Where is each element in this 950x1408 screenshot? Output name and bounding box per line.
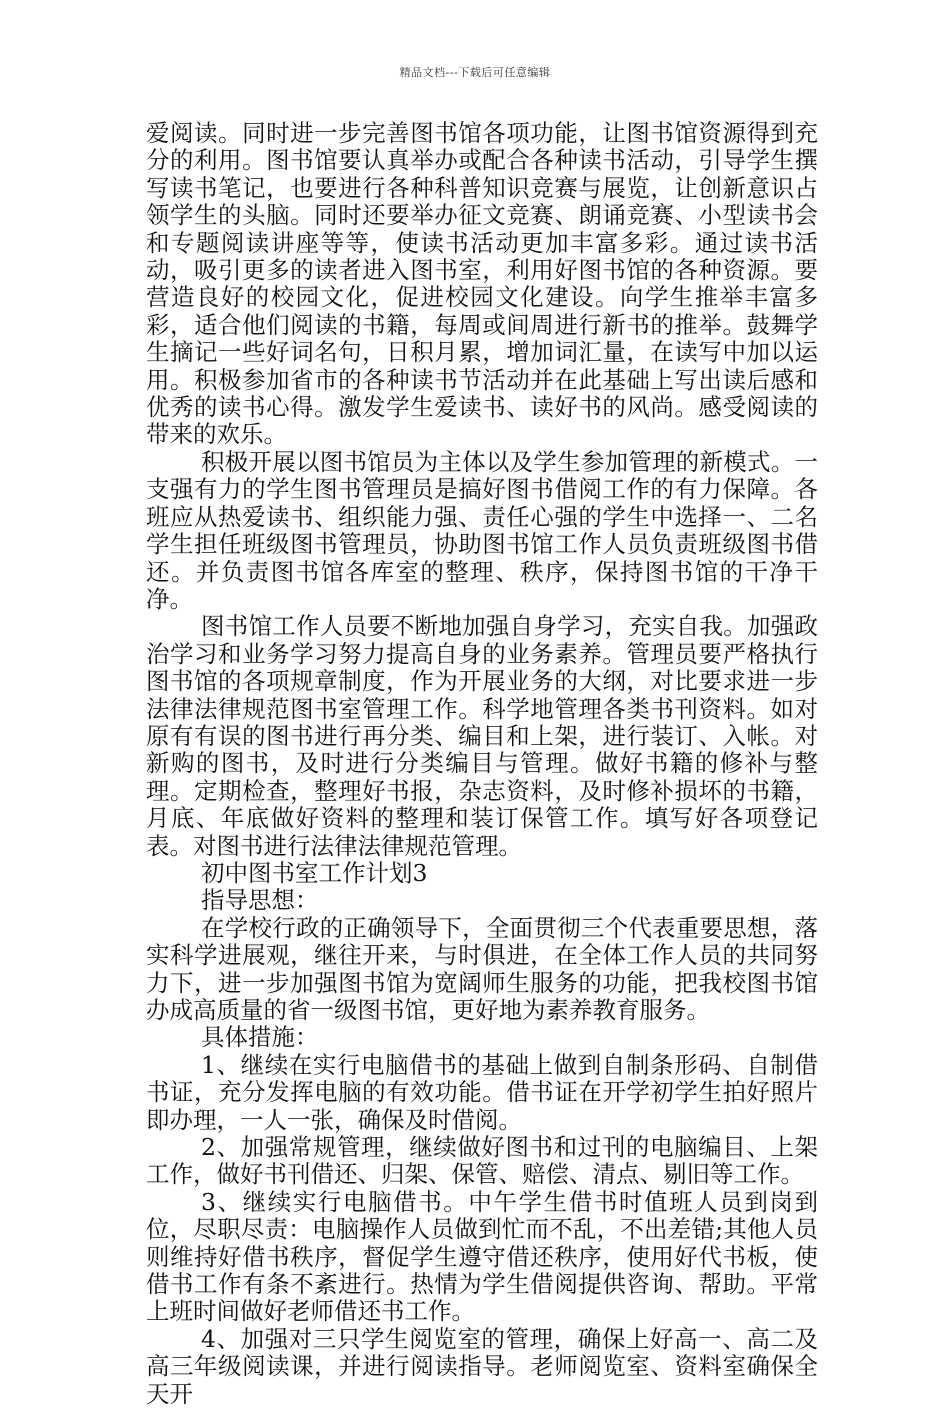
paragraph: 图书馆工作人员要不断地加强自身学习，充实自我。加强政治学习和业务学习努力提高自身的业务素养。管理员要严格执行图书馆的各项规章制度，作为开展业务的大纲，对比要求进一步法律法律规范图书室管理工作。科学地管理各类书刊资料。如对原有有误的图书进行再分类、编目和上架，进行装订、入帐。对新购的图书，及时进行分类编目与管理。做好书籍的修补与整理。定期检查，整理好书报，杂志资料，及时修补损坏的书籍，月底、年底做好资料的整理和装订保管工作。填写好各项登记表。对图书进行法律法律规范管理。	[146, 612, 818, 860]
section-title: 初中图书室工作计划3	[201, 858, 428, 887]
list-item: 2、加强常规管理，继续做好图书和过刊的电脑编目、上架工作，做好书刊借还、归架、保管、赔偿、清点、剔旧等工作。	[146, 1133, 818, 1189]
subheading: 指导思想：	[201, 886, 319, 915]
list-item: 4、加强对三只学生阅览室的管理，确保上好高一、高二及高三年级阅读课，并进行阅读指导。老师阅览室、资料室确保全天开	[146, 1324, 818, 1408]
paragraph: 在学校行政的正确领导下，全面贯彻三个代表重要思想，落实科学进展观，继往开来，与时俱进，在全体工作人员的共同努力下，进一步加强图书馆为宽阔师生服务的功能，把我校图书馆办成高质量的省一级图书馆，更好地为素养教育服务。	[146, 913, 818, 1024]
document-body	[146, 120, 818, 1408]
list-item: 1、继续在实行电脑借书的基础上做到自制条形码、自制借书证，充分发挥电脑的有效功能。借书证在开学初学生拍好照片即办理，一人一张，确保及时借阅。	[146, 1050, 818, 1134]
paragraph: 爱阅读。同时进一步完善图书馆各项功能，让图书馆资源得到充分的利用。图书馆要认真举办或配合各种读书活动，引导学生撰写读书笔记，也要进行各种科普知识竞赛与展览，让创新意识占领学生的头脑。同时还要举办征文竞赛、朗诵竞赛、小型读书会和专题阅读讲座等等，使读书活动更加丰富多彩。通过读书活动，吸引更多的读者进入图书室，利用好图书馆的各种资源。要营造良好的校园文化，促进校园文化建设。向学生推举丰富多彩，适合他们阅读的书籍，每周或间周进行新书的推举。鼓舞学生摘记一些好词名句，日积月累，增加词汇量，在读写中加以运用。积极参加省市的各种读书节活动并在此基础上写出读后感和优秀的读书心得。激发学生爱读书、读好书的风尚。感受阅读的带来的欢乐。	[146, 119, 818, 449]
paragraph: 积极开展以图书馆员为主体以及学生参加管理的新模式。一支强有力的学生图书管理员是搞好图书借阅工作的有力保障。各班应从热爱读书、组织能力强、责任心强的学生中选择一、二名学生担任班级图书管理员，协助图书馆工作人员负责班级图书借还。并负责图书馆各库室的整理、秩序，保持图书馆的干净干净。	[146, 447, 818, 613]
page-header: 精品文档---下载后可任意编辑	[399, 66, 551, 79]
subheading: 具体措施：	[201, 1023, 319, 1052]
list-item: 3、继续实行电脑借书。中午学生借书时值班人员到岗到位，尽职尽责：电脑操作人员做到忙而不乱，不出差错;其他人员则维持好借书秩序，督促学生遵守借还秩序，使用好代书板，使借书工作有条不紊进行。热情为学生借阅提供咨询、帮助。平常上班时间做好老师借还书工作。	[146, 1187, 818, 1326]
